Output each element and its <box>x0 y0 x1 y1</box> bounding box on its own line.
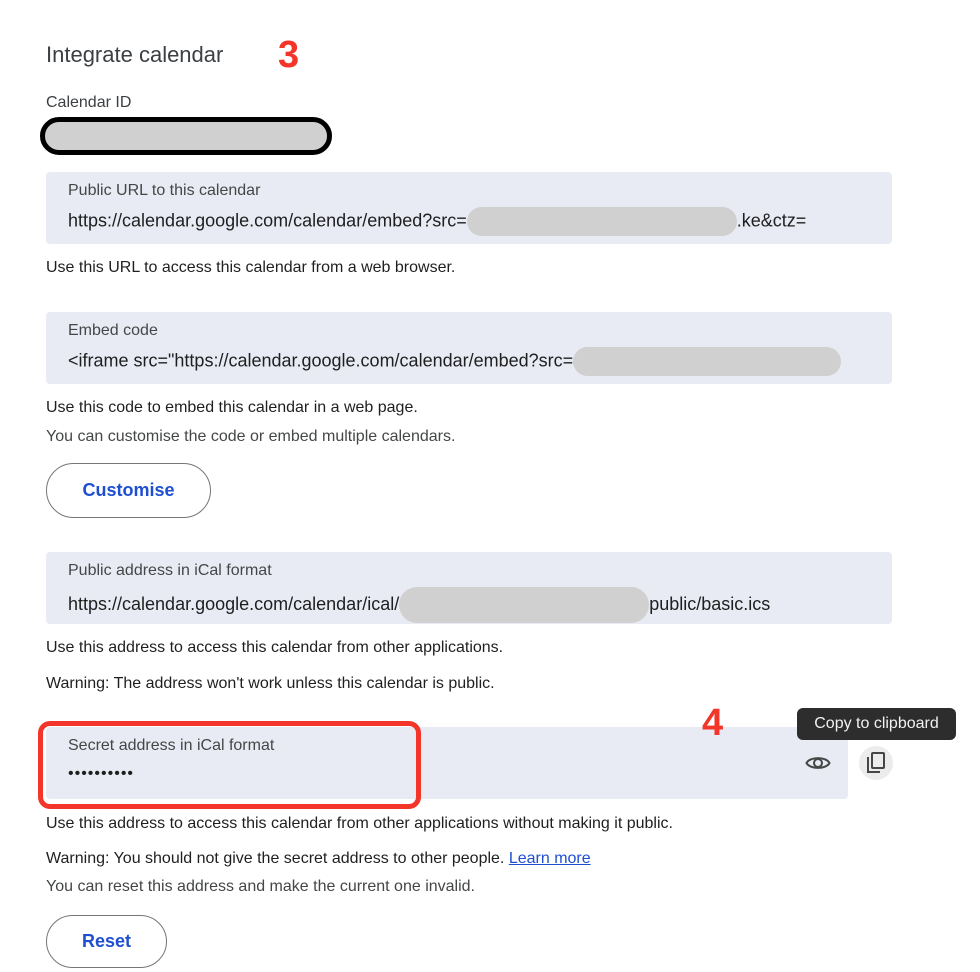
embed-code-row <box>68 347 841 376</box>
eye-icon <box>805 754 831 772</box>
public-url-prefix: https://calendar.google.com/calendar/embed?src= <box>68 210 467 231</box>
embed-code-value: <iframe src="https://calendar.google.com/calendar/embed?src= <box>68 350 574 371</box>
reset-button[interactable]: Reset <box>46 915 167 968</box>
public-url-label: Public URL to this calendar <box>68 182 261 199</box>
copy-icon <box>866 752 886 774</box>
calendar-id-redacted <box>40 117 332 155</box>
ical-public-warning: Warning: The address won't work unless this calendar is public. <box>46 675 495 692</box>
annotation-highlight-box <box>38 721 421 809</box>
ical-public-label: Public address in iCal format <box>68 562 272 579</box>
embed-help-2: You can customise the code or embed multiple calendars. <box>46 428 456 445</box>
ical-public-value <box>68 587 770 623</box>
copy-to-clipboard-button[interactable] <box>859 746 893 780</box>
ical-public-help: Use this address to access this calendar from other applications. <box>46 639 504 656</box>
page-title: Integrate calendar <box>46 42 224 67</box>
embed-code-field[interactable] <box>46 312 892 384</box>
show-secret-button[interactable] <box>800 745 836 781</box>
ical-secret-help: Use this address to access this calendar from other applications without making it public. <box>46 815 673 832</box>
ical-secret-reset-help: You can reset this address and make the current one invalid. <box>46 878 475 895</box>
ical-public-suffix: public/basic.ics <box>649 593 771 614</box>
ical-secret-warning-row <box>46 850 591 868</box>
public-url-help: Use this URL to access this calendar from a web browser. <box>46 259 456 276</box>
embed-help: Use this code to embed this calendar in a web page. <box>46 399 418 416</box>
embed-code-label: Embed code <box>68 322 158 339</box>
ical-secret-warning: Warning: You should not give the secret address to other people. <box>46 850 505 867</box>
ical-public-prefix: https://calendar.google.com/calendar/ical/ <box>68 593 400 614</box>
redaction <box>573 347 841 376</box>
learn-more-link[interactable]: Learn more <box>508 850 591 867</box>
public-url-value <box>68 207 806 236</box>
copy-tooltip: Copy to clipboard <box>797 708 956 740</box>
ical-public-field[interactable] <box>46 552 892 624</box>
public-url-suffix: .ke&ctz= <box>736 210 807 231</box>
ical-secret-value: •••••••••• <box>68 765 135 782</box>
redaction <box>467 207 737 236</box>
calendar-id-label: Calendar ID <box>46 94 132 111</box>
annotation-step-4: 4 <box>702 702 724 744</box>
redaction <box>399 587 649 623</box>
public-url-field[interactable] <box>46 172 892 244</box>
annotation-step-3: 3 <box>278 34 300 76</box>
ical-secret-label: Secret address in iCal format <box>68 737 275 754</box>
customise-button[interactable]: Customise <box>46 463 211 518</box>
